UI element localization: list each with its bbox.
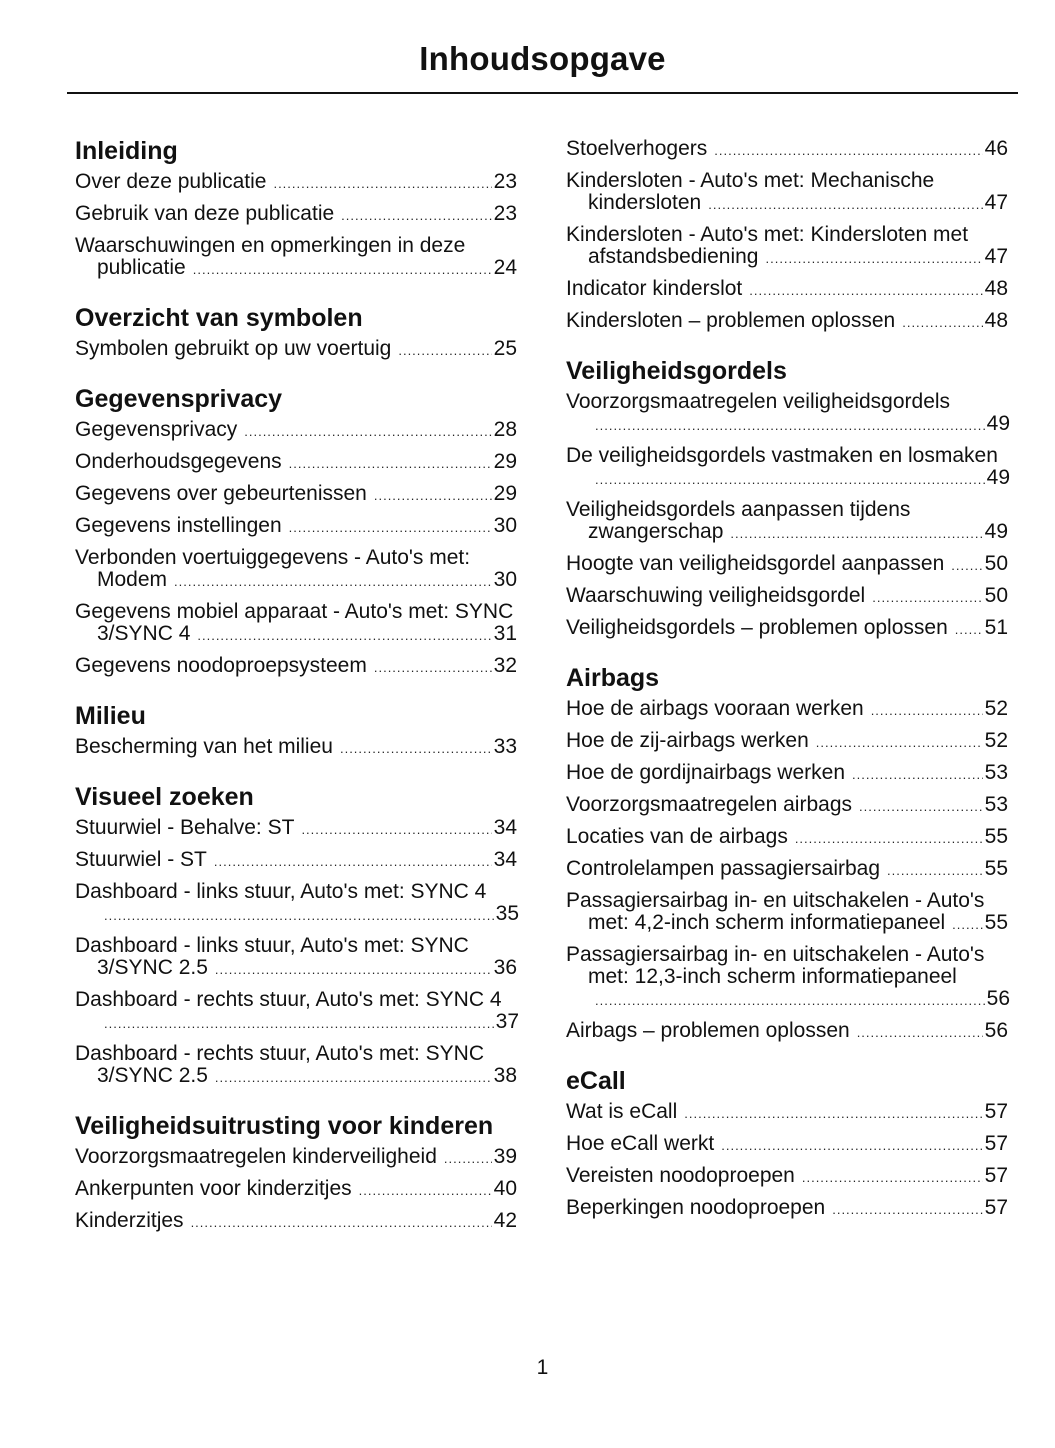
toc-entry[interactable] xyxy=(566,224,1010,270)
dot-leader xyxy=(595,413,985,437)
toc-entry-page: 36 xyxy=(493,956,517,979)
dot-leader xyxy=(104,903,494,927)
toc-entry-title: Stuurwiel - ST xyxy=(75,848,207,871)
dot-leader xyxy=(859,794,983,818)
toc-entry[interactable] xyxy=(566,499,1010,545)
dot-leader xyxy=(871,698,983,722)
dot-leader xyxy=(952,912,982,936)
dot-leader xyxy=(214,849,492,873)
toc-entry-title: Gegevens instellingen xyxy=(75,514,282,537)
toc-section xyxy=(75,1113,519,1234)
dot-leader xyxy=(595,467,985,491)
toc-entry-page: 56 xyxy=(984,1019,1008,1042)
toc-section xyxy=(566,665,1010,1044)
toc-section xyxy=(566,358,1010,641)
toc-entry-page: 40 xyxy=(493,1177,517,1200)
toc-entry-title: Veiligheidsgordels – problemen oplossen xyxy=(566,616,948,639)
dot-leader xyxy=(215,957,492,981)
toc-entry-title: Bescherming van het milieu xyxy=(75,735,333,758)
toc-entry[interactable] xyxy=(566,617,1010,641)
toc-entry[interactable] xyxy=(75,235,519,281)
toc-entry-page: 55 xyxy=(984,911,1008,934)
toc-entry[interactable] xyxy=(75,1146,519,1170)
toc-section xyxy=(75,784,519,1089)
toc-entry-page: 39 xyxy=(493,1145,517,1168)
toc-entry-title: Dashboard - links stuur, Auto's met: SYNC 3/SYNC 2.5 xyxy=(75,934,469,979)
toc-entry-page: 47 xyxy=(984,191,1008,214)
dot-leader xyxy=(714,138,982,162)
toc-entry-page: 24 xyxy=(493,256,517,279)
toc-entry-title: Voorzorgsmaatregelen kinderveiligheid xyxy=(75,1145,437,1168)
toc-entry-title: Over deze publicatie xyxy=(75,170,267,193)
toc-entry[interactable] xyxy=(566,794,1010,818)
section-heading: eCall xyxy=(566,1067,626,1095)
toc-entry[interactable] xyxy=(75,817,519,841)
toc-entry-title: Voorzorgsmaatregelen airbags xyxy=(566,793,853,816)
toc-section xyxy=(75,386,519,679)
toc-entry-title: Hoe de gordijnairbags werken xyxy=(566,761,845,784)
dot-leader xyxy=(951,553,982,577)
dot-leader xyxy=(832,1197,982,1221)
toc-entry-page: 52 xyxy=(984,729,1008,752)
dot-leader xyxy=(398,338,491,362)
toc-entry[interactable] xyxy=(566,585,1010,609)
dot-leader xyxy=(595,988,985,1012)
toc-entry-title: Beperkingen noodoproepen xyxy=(566,1196,826,1219)
toc-entry[interactable] xyxy=(75,451,519,475)
toc-entry-title: Ankerpunten voor kinderzitjes xyxy=(75,1177,352,1200)
toc-entry-page: 30 xyxy=(493,514,517,537)
toc-entry[interactable] xyxy=(75,1178,519,1202)
toc-entry-page: 56 xyxy=(986,987,1010,1010)
toc-entry-title: Kindersloten – problemen oplossen xyxy=(566,309,896,332)
toc-entry[interactable] xyxy=(566,310,1010,334)
toc-section xyxy=(566,1068,1010,1221)
toc-entry[interactable] xyxy=(566,170,1010,216)
section-heading: Overzicht van symbolen xyxy=(75,304,363,332)
toc-entry[interactable] xyxy=(566,1101,1010,1125)
dot-leader xyxy=(197,623,491,647)
toc-entry[interactable] xyxy=(75,881,519,927)
toc-entry[interactable] xyxy=(566,1197,1010,1221)
toc-entry[interactable] xyxy=(566,391,1010,437)
toc-entry-page: 50 xyxy=(984,552,1008,575)
dot-leader xyxy=(215,1065,492,1089)
toc-entry-page: 35 xyxy=(495,902,519,925)
toc-entry-page: 25 xyxy=(493,337,517,360)
toc-entry-page: 51 xyxy=(984,616,1008,639)
toc-entry-page: 29 xyxy=(493,482,517,505)
dot-leader xyxy=(721,1133,982,1157)
dot-leader xyxy=(852,762,983,786)
toc-entry-title: Veiligheidsgordels aanpassen tijdens zwangerschap xyxy=(566,498,911,543)
toc-entry-page: 49 xyxy=(986,412,1010,435)
toc-entry-title: Hoe eCall werkt xyxy=(566,1132,715,1155)
dot-leader xyxy=(730,521,982,545)
toc-entry-page: 55 xyxy=(984,825,1008,848)
toc-entry[interactable] xyxy=(566,944,1010,1012)
toc-entry-title: Locaties van de airbags xyxy=(566,825,788,848)
toc-entry-page: 57 xyxy=(984,1100,1008,1123)
toc-entry[interactable] xyxy=(75,203,519,227)
toc-entry[interactable] xyxy=(75,1210,519,1234)
toc-entry-page: 57 xyxy=(984,1164,1008,1187)
toc-entry-page: 46 xyxy=(984,137,1008,160)
toc-entry-page: 47 xyxy=(984,245,1008,268)
dot-leader xyxy=(289,451,492,475)
toc-entry-title: Symbolen gebruikt op uw voertuig xyxy=(75,337,392,360)
title-divider xyxy=(67,92,1018,94)
toc-entry-title: Verbonden voertuiggegevens - Auto's met: Modem xyxy=(75,546,471,591)
toc-entry-title: Gegevens mobiel apparaat - Auto's met: SYNC 3/SYNC 4 xyxy=(75,600,514,645)
toc-entry-page: 23 xyxy=(493,202,517,225)
dot-leader xyxy=(795,826,983,850)
toc-entry[interactable] xyxy=(566,138,1010,162)
toc-entry-page: 53 xyxy=(984,793,1008,816)
section-heading: Veiligheidsuitrusting voor kinderen xyxy=(75,1112,494,1140)
dot-leader xyxy=(359,1178,492,1202)
toc-entry-page: 49 xyxy=(986,466,1010,489)
toc-entry-title: Hoogte van veiligheidsgordel aanpassen xyxy=(566,552,945,575)
toc-entry-title: Voorzorgsmaatregelen veiligheidsgordels xyxy=(566,390,951,413)
dot-leader xyxy=(340,736,492,760)
toc-column-right xyxy=(566,138,1010,1245)
dot-leader xyxy=(749,278,982,302)
toc-entry-page: 57 xyxy=(984,1196,1008,1219)
toc-entry[interactable] xyxy=(566,278,1010,302)
toc-entry[interactable] xyxy=(75,515,519,539)
toc-entry-title: Dashboard - links stuur, Auto's met: SYNC 4 xyxy=(75,880,487,903)
toc-entry-title: Onderhoudsgegevens xyxy=(75,450,282,473)
toc-entry-page: 23 xyxy=(493,170,517,193)
toc-entry[interactable] xyxy=(566,1020,1010,1044)
toc-entry-title: Wat is eCall xyxy=(566,1100,678,1123)
toc-entry-title: Waarschuwingen en opmerkingen in deze publicatie xyxy=(75,234,466,279)
toc-entry-page: 33 xyxy=(493,735,517,758)
toc-entry-title: Hoe de airbags vooraan werken xyxy=(566,697,864,720)
dot-leader xyxy=(193,257,492,281)
toc-entry-title: Waarschuwing veiligheidsgordel xyxy=(566,584,866,607)
toc-entry[interactable] xyxy=(566,445,1010,491)
toc-entry-title: De veiligheidsgordels vastmaken en losmaken xyxy=(566,444,998,467)
dot-leader xyxy=(289,515,492,539)
dot-leader xyxy=(273,171,491,195)
dot-leader xyxy=(955,617,983,641)
dot-leader xyxy=(765,246,982,270)
toc-entry-page: 28 xyxy=(493,418,517,441)
toc-entry-title: Gegevens noodoproepsysteem xyxy=(75,654,367,677)
toc-entry-title: Airbags – problemen oplossen xyxy=(566,1019,850,1042)
toc-entry[interactable] xyxy=(75,338,519,362)
toc-entry-title: Indicator kinderslot xyxy=(566,277,743,300)
toc-entry-page: 55 xyxy=(984,857,1008,880)
section-heading: Inleiding xyxy=(75,137,178,165)
toc-entry[interactable] xyxy=(566,858,1010,882)
toc-entry-page: 31 xyxy=(493,622,517,645)
toc-entry-title: Vereisten noodoproepen xyxy=(566,1164,795,1187)
toc-entry[interactable] xyxy=(566,890,1010,936)
toc-entry[interactable] xyxy=(566,553,1010,577)
dot-leader xyxy=(684,1101,982,1125)
dot-leader xyxy=(374,655,492,679)
toc-section xyxy=(75,305,519,362)
toc-entry[interactable] xyxy=(75,1043,519,1089)
toc-entry-title: Kindersloten - Auto's met: Kindersloten met afstandsbediening xyxy=(566,223,969,268)
toc-entry-title: Passagiersairbag in- en uitschakelen - Auto's met: 4,2-inch scherm informatiepaneel xyxy=(566,889,985,934)
dot-leader xyxy=(902,310,982,334)
toc-entry-page: 52 xyxy=(984,697,1008,720)
section-heading: Visueel zoeken xyxy=(75,783,254,811)
toc-entry-page: 50 xyxy=(984,584,1008,607)
toc-entry-title: Kindersloten - Auto's met: Mechanische kindersloten xyxy=(566,169,935,214)
toc-entry-page: 57 xyxy=(984,1132,1008,1155)
toc-entry-page: 49 xyxy=(984,520,1008,543)
dot-leader xyxy=(708,192,982,216)
toc-entry[interactable] xyxy=(75,736,519,760)
toc-column-left xyxy=(75,138,519,1258)
toc-section xyxy=(566,138,1010,334)
toc-entry-title: Stoelverhogers xyxy=(566,137,708,160)
dot-leader xyxy=(802,1165,983,1189)
dot-leader xyxy=(887,858,983,882)
toc-entry-page: 48 xyxy=(984,309,1008,332)
toc-section xyxy=(75,138,519,281)
toc-entry[interactable] xyxy=(75,849,519,873)
page-title: Inhoudsopgave xyxy=(419,40,666,77)
toc-entry[interactable] xyxy=(75,547,519,593)
toc-entry-title: Dashboard - rechts stuur, Auto's met: SYNC 4 xyxy=(75,988,502,1011)
toc-entry-page: 34 xyxy=(493,848,517,871)
toc-entry-title: Controlelampen passagiersairbag xyxy=(566,857,881,880)
dot-leader xyxy=(444,1146,492,1170)
toc-entry-title: Passagiersairbag in- en uitschakelen - Auto's met: 12,3-inch scherm informatiepaneel xyxy=(566,943,985,988)
toc-entry[interactable] xyxy=(566,698,1010,722)
dot-leader xyxy=(341,203,491,227)
toc-entry-page: 38 xyxy=(493,1064,517,1087)
dot-leader xyxy=(872,585,982,609)
dot-leader xyxy=(374,483,492,507)
dot-leader xyxy=(244,419,491,443)
toc-section xyxy=(75,703,519,760)
toc-entry-title: Gegevensprivacy xyxy=(75,418,238,441)
section-heading: Airbags xyxy=(566,664,660,692)
dot-leader xyxy=(816,730,983,754)
toc-entry-page: 32 xyxy=(493,654,517,677)
toc-entry[interactable] xyxy=(566,730,1010,754)
toc-entry-page: 53 xyxy=(984,761,1008,784)
toc-entry[interactable] xyxy=(75,483,519,507)
toc-entry-title: Dashboard - rechts stuur, Auto's met: SYNC 3/SYNC 2.5 xyxy=(75,1042,485,1087)
toc-entry-title: Gegevens over gebeurtenissen xyxy=(75,482,367,505)
section-heading: Gegevensprivacy xyxy=(75,385,283,413)
dot-leader xyxy=(104,1011,494,1035)
section-heading: Milieu xyxy=(75,702,146,730)
toc-entry-page: 42 xyxy=(493,1209,517,1232)
toc-entry-title: Gebruik van deze publicatie xyxy=(75,202,335,225)
toc-entry[interactable] xyxy=(566,762,1010,786)
dot-leader xyxy=(191,1210,492,1234)
toc-entry[interactable] xyxy=(75,601,519,647)
dot-leader xyxy=(857,1020,983,1044)
dot-leader xyxy=(174,569,492,593)
toc-entry-page: 37 xyxy=(495,1010,519,1033)
toc-entry-page: 34 xyxy=(493,816,517,839)
toc-entry[interactable] xyxy=(75,419,519,443)
toc-entry-page: 30 xyxy=(493,568,517,591)
toc-entry-title: Hoe de zij-airbags werken xyxy=(566,729,809,752)
section-heading: Veiligheidsgordels xyxy=(566,357,787,385)
toc-entry[interactable] xyxy=(75,989,519,1035)
toc-entry-title: Stuurwiel - Behalve: ST xyxy=(75,816,295,839)
toc-entry[interactable] xyxy=(566,1133,1010,1157)
toc-entry[interactable] xyxy=(566,1165,1010,1189)
dot-leader xyxy=(301,817,491,841)
page-number: 1 xyxy=(536,1356,549,1379)
toc-entry[interactable] xyxy=(75,171,519,195)
toc-entry[interactable] xyxy=(566,826,1010,850)
toc-entry-title: Kinderzitjes xyxy=(75,1209,184,1232)
toc-entry[interactable] xyxy=(75,655,519,679)
toc-entry[interactable] xyxy=(75,935,519,981)
toc-entry-page: 48 xyxy=(984,277,1008,300)
toc-entry-page: 29 xyxy=(493,450,517,473)
